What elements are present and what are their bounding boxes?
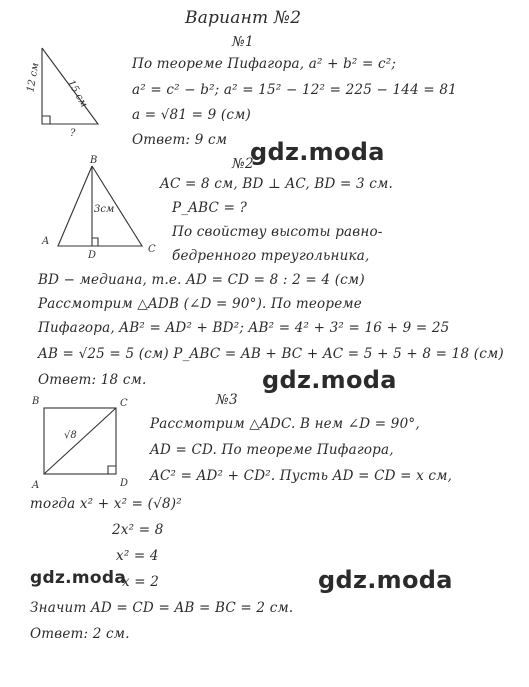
watermark: gdz.moda	[250, 138, 385, 166]
task1-line2: a² = c² − b²; a² = 15² − 12² = 225 − 144 = 81	[132, 82, 457, 98]
vertex-b: B	[32, 396, 40, 407]
task3-line2: AD = CD. По теореме Пифагора,	[150, 442, 394, 458]
diagonal-label: √8	[64, 430, 77, 441]
diagonal-ac	[44, 408, 116, 474]
vertex-a: A	[32, 480, 40, 491]
task3-line7: x = 2	[122, 574, 160, 590]
task3-answer: Ответ: 2 см.	[30, 626, 130, 642]
task3-line1: Рассмотрим △ADC. В нем ∠D = 90°,	[150, 416, 420, 432]
task1-line3: a = √81 = 9 (см)	[132, 107, 251, 123]
task1-number: №1	[232, 34, 254, 50]
task3-line5: 2x² = 8	[112, 522, 164, 538]
task2-line1: AC = 8 см, BD ⊥ AC, BD = 3 см.	[160, 176, 393, 192]
task2-line7: Пифагора, AB² = AD² + BD²; AB² = 4² + 3² = 16 + 9 = 25	[38, 320, 450, 336]
vertex-d: D	[120, 478, 129, 489]
task3-line3: AC² = AD² + CD². Пусть AD = CD = x см,	[150, 468, 453, 484]
right-angle-mark	[42, 116, 50, 124]
bottom-label: ?	[70, 128, 76, 139]
task2-line6: Рассмотрим △ADB (∠D = 90°). По теореме	[38, 296, 362, 312]
vertex-b: B	[90, 155, 98, 166]
right-angle-mark	[92, 238, 98, 246]
right-angle-mark	[108, 466, 116, 474]
task3-line4: тогда x² + x² = (√8)²	[30, 496, 182, 512]
height-label: 3см	[94, 204, 115, 215]
watermark: gdz.moda	[262, 366, 397, 394]
vertex-c: C	[148, 244, 156, 255]
task1-right-triangle	[20, 42, 110, 137]
point-d: D	[88, 250, 97, 261]
task3-line6: x² = 4	[116, 548, 159, 564]
task3-square	[28, 396, 138, 496]
watermark: gdz.moda	[318, 566, 453, 594]
task2-line2: P_ABC = ?	[172, 200, 248, 216]
task1-line1: По теореме Пифагора, a² + b² = c²;	[132, 56, 397, 72]
hyp-label: 15 см	[64, 78, 90, 110]
task3-number: №3	[216, 392, 238, 408]
vertex-c: C	[120, 398, 128, 409]
task2-isosceles-triangle	[36, 155, 176, 261]
task1-answer: Ответ: 9 см	[132, 132, 228, 148]
vertex-a: A	[42, 236, 50, 247]
variant-title: Вариант №2	[185, 8, 302, 28]
task2-answer: Ответ: 18 см.	[38, 372, 147, 388]
task2-number: №2	[232, 156, 254, 172]
task3-line8: Значит AD = CD = AB = BC = 2 см.	[30, 600, 294, 616]
watermark: gdz.moda	[30, 568, 127, 588]
task2-line5: BD − медиана, т.е. AD = CD = 8 : 2 = 4 (см)	[38, 272, 365, 288]
task2-line4: бедренного треугольника,	[172, 248, 370, 264]
task2-line8: AB = √25 = 5 (см) P_ABC = AB + BC + AC = 5 + 5 + 8 = 18 (см)	[38, 346, 504, 362]
side-label-left: 12 см	[25, 61, 42, 94]
task2-line3: По свойству высоты равно-	[172, 224, 383, 240]
